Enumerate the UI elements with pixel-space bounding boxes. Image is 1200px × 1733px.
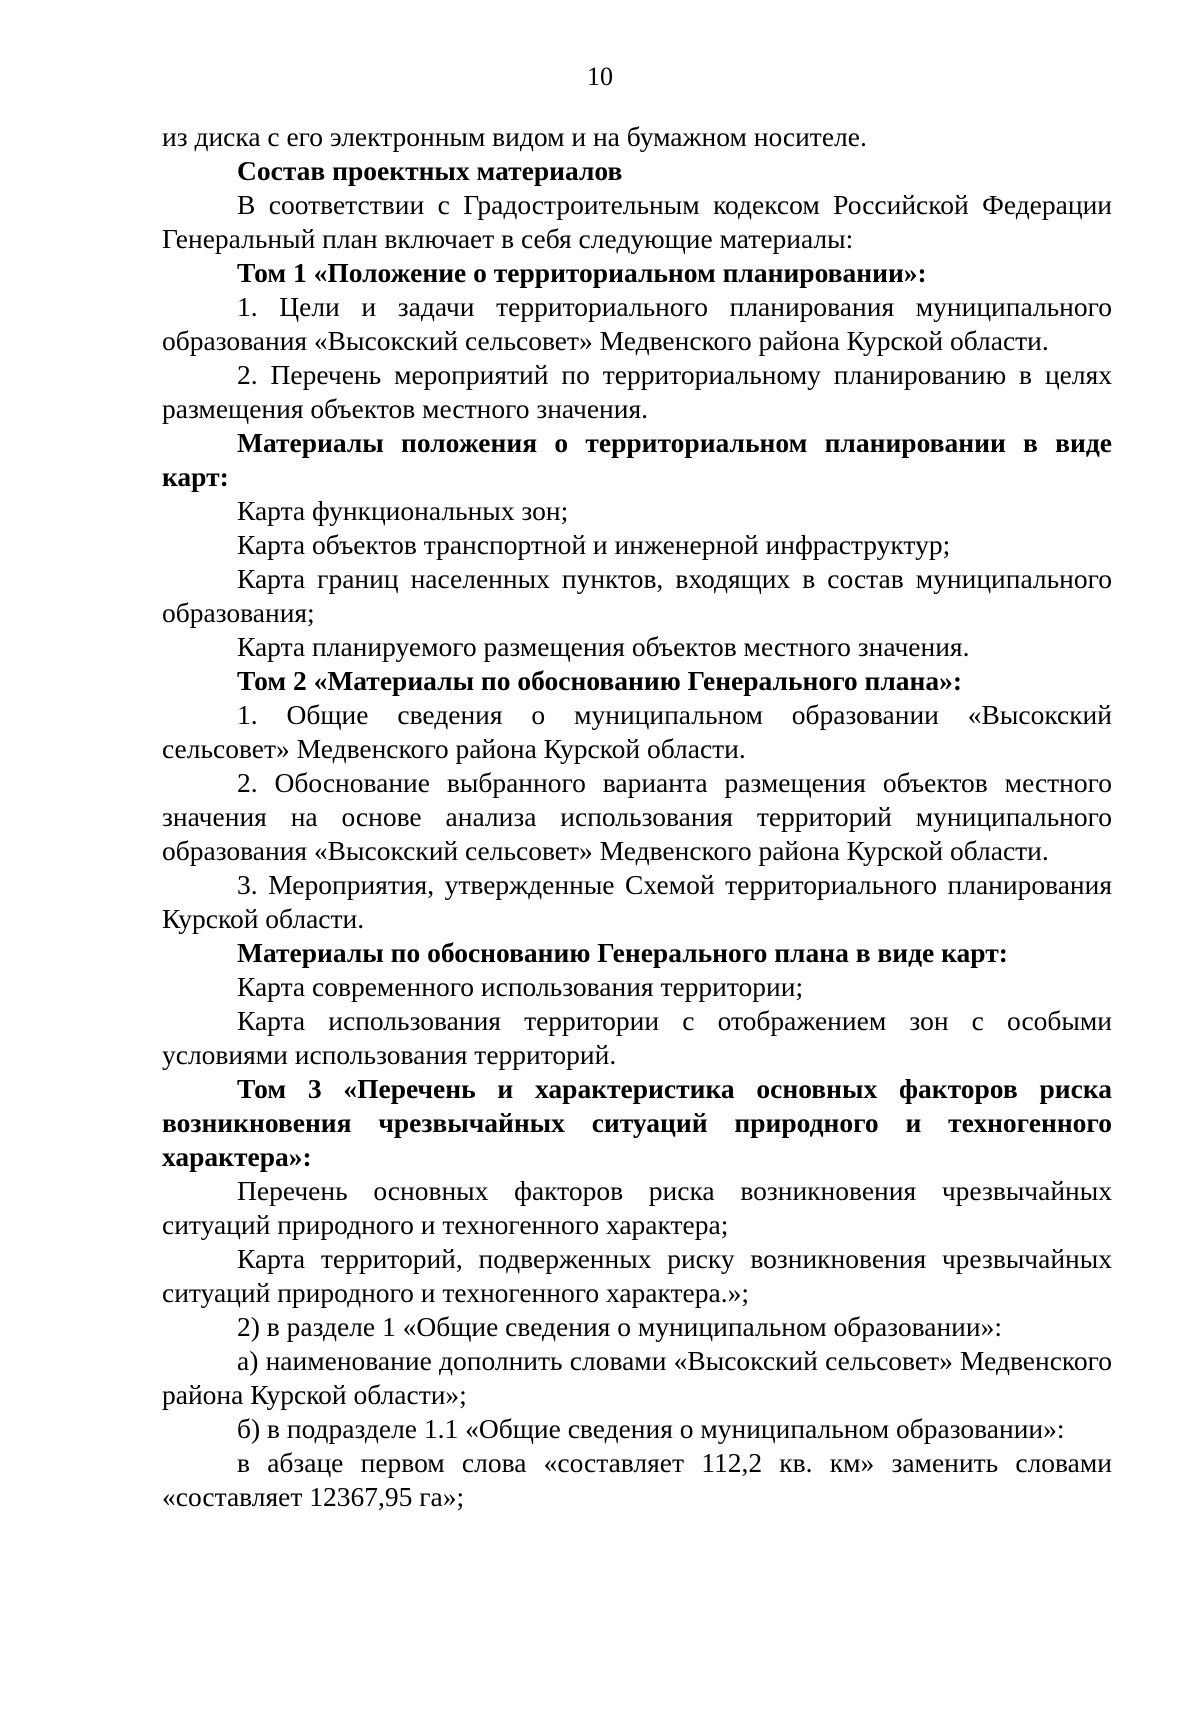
paragraph: из диска с его электронным видом и на бумажном носителе. — [162, 121, 867, 152]
page-number: 10 — [587, 62, 613, 91]
section-heading: Материалы положения о территориальном планировании в виде карт: — [162, 427, 1112, 492]
paragraph: 2. Обоснование выбранного варианта размещения объектов местного значения на основе анализа использования территорий муниципального образования «Высокский сельсовет» Медвенского района Курской области. — [162, 767, 1112, 866]
paragraph: В соответствии с Градостроительным кодексом Российской Федерации Генеральный план включает в себя следующие материалы: — [162, 189, 1112, 254]
section-heading: Том 1 «Положение о территориальном планировании»: — [237, 257, 927, 288]
paragraph: Карта объектов транспортной и инженерной инфраструктур; — [237, 529, 951, 560]
paragraph: а) наименование дополнить словами «Высокский сельсовет» Медвенского района Курской области»; — [162, 1345, 1112, 1410]
paragraph: 2. Перечень мероприятий по территориальному планированию в целях размещения объектов местного значения. — [162, 359, 1112, 424]
paragraph: Карта использования территории с отображением зон с особыми условиями использования территорий. — [162, 1005, 1112, 1070]
paragraph: 3. Мероприятия, утвержденные Схемой территориального планирования Курской области. — [162, 869, 1112, 934]
section-heading: Том 2 «Материалы по обоснованию Генерального плана»: — [237, 665, 963, 696]
paragraph: Перечень основных факторов риска возникновения чрезвычайных ситуаций природного и техногенного характера; — [162, 1175, 1112, 1240]
paragraph: 1. Общие сведения о муниципальном образовании «Высокский сельсовет» Медвенского района Курской области. — [162, 699, 1112, 764]
paragraph: Карта границ населенных пунктов, входящих в состав муниципального образования; — [162, 563, 1112, 628]
paragraph: б) в подразделе 1.1 «Общие сведения о муниципальном образовании»: — [237, 1413, 1065, 1444]
section-heading: Том 3 «Перечень и характеристика основных факторов риска возникновения чрезвычайных ситуаций природного и техногенного характера»: — [162, 1073, 1112, 1172]
paragraph: 1. Цели и задачи территориального планирования муниципального образования «Высокский сельсовет» Медвенского района Курской области. — [162, 291, 1112, 356]
paragraph: Карта современного использования территории; — [237, 971, 804, 1002]
section-heading: Материалы по обоснованию Генерального плана в виде карт: — [237, 937, 1008, 968]
paragraph: Карта территорий, подверженных риску возникновения чрезвычайных ситуаций природного и техногенного характера.»; — [162, 1243, 1112, 1308]
section-heading: Состав проектных материалов — [237, 155, 623, 186]
document-body — [162, 120, 1112, 1514]
paragraph: 2) в разделе 1 «Общие сведения о муниципальном образовании»: — [237, 1311, 1003, 1342]
paragraph: Карта функциональных зон; — [237, 495, 569, 526]
paragraph: в абзаце первом слова «составляет 112,2 кв. км» заменить словами «составляет 12367,95 га»; — [162, 1447, 1112, 1512]
paragraph: Карта планируемого размещения объектов местного значения. — [237, 631, 970, 662]
